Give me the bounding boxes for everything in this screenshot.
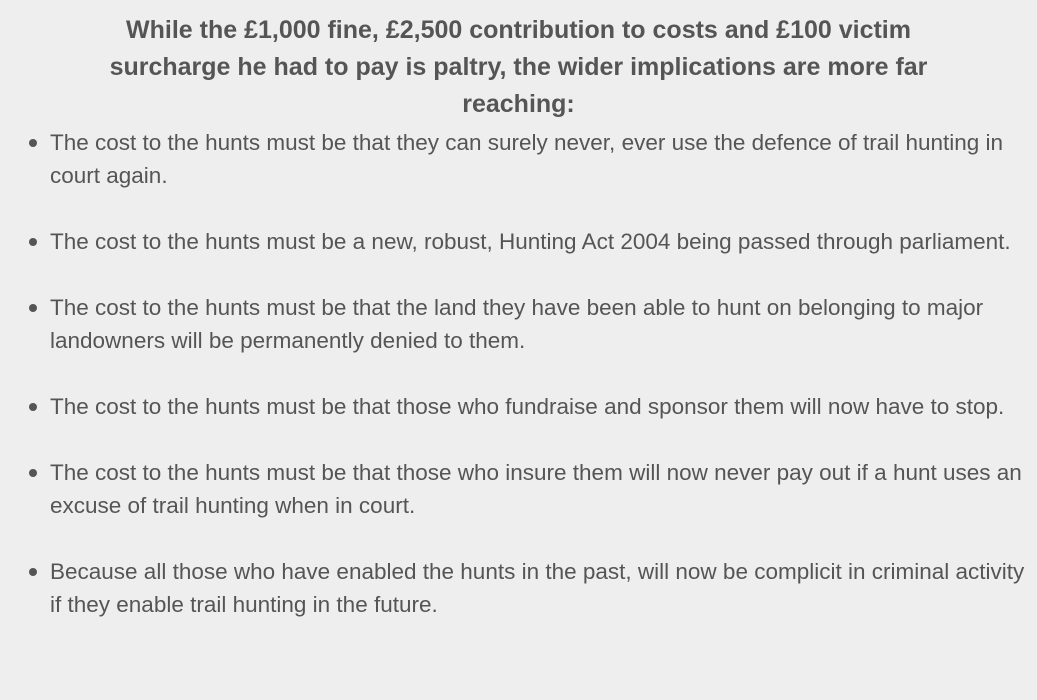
implications-list bbox=[0, 126, 1037, 621]
list-item bbox=[50, 225, 1037, 258]
bullet-icon bbox=[29, 139, 37, 147]
list-item-text: The cost to the hunts must be that they can surely never, ever use the defence of trail hunting in court again. bbox=[50, 130, 1004, 188]
list-item-text: The cost to the hunts must be a new, robust, Hunting Act 2004 being passed through parliament. bbox=[50, 229, 1011, 254]
list-item bbox=[50, 291, 1037, 357]
list-item-text: Because all those who have enabled the hunts in the past, will now be complicit in criminal activity if they enable trail hunting in the future. bbox=[50, 559, 1025, 617]
bullet-icon bbox=[29, 568, 37, 576]
bullet-icon bbox=[29, 304, 37, 312]
bullet-icon bbox=[29, 403, 37, 411]
list-item bbox=[50, 555, 1037, 621]
section-heading: While the £1,000 fine, £2,500 contribution to costs and £100 victim surcharge he had to pay is paltry, the wider implications are more far reaching: bbox=[109, 16, 928, 118]
list-item-text: The cost to the hunts must be that those who insure them will now never pay out if a hunt uses an excuse of trail hunting when in court. bbox=[50, 460, 1022, 518]
list-item bbox=[50, 126, 1037, 192]
bullet-icon bbox=[29, 469, 37, 477]
list-item bbox=[50, 456, 1037, 522]
list-item bbox=[50, 390, 1037, 423]
list-item-text: The cost to the hunts must be that those who fundraise and sponsor them will now have to stop. bbox=[50, 394, 1005, 419]
bullet-icon bbox=[29, 238, 37, 246]
list-item-text: The cost to the hunts must be that the land they have been able to hunt on belonging to major landowners will be permanently denied to them. bbox=[50, 295, 984, 353]
